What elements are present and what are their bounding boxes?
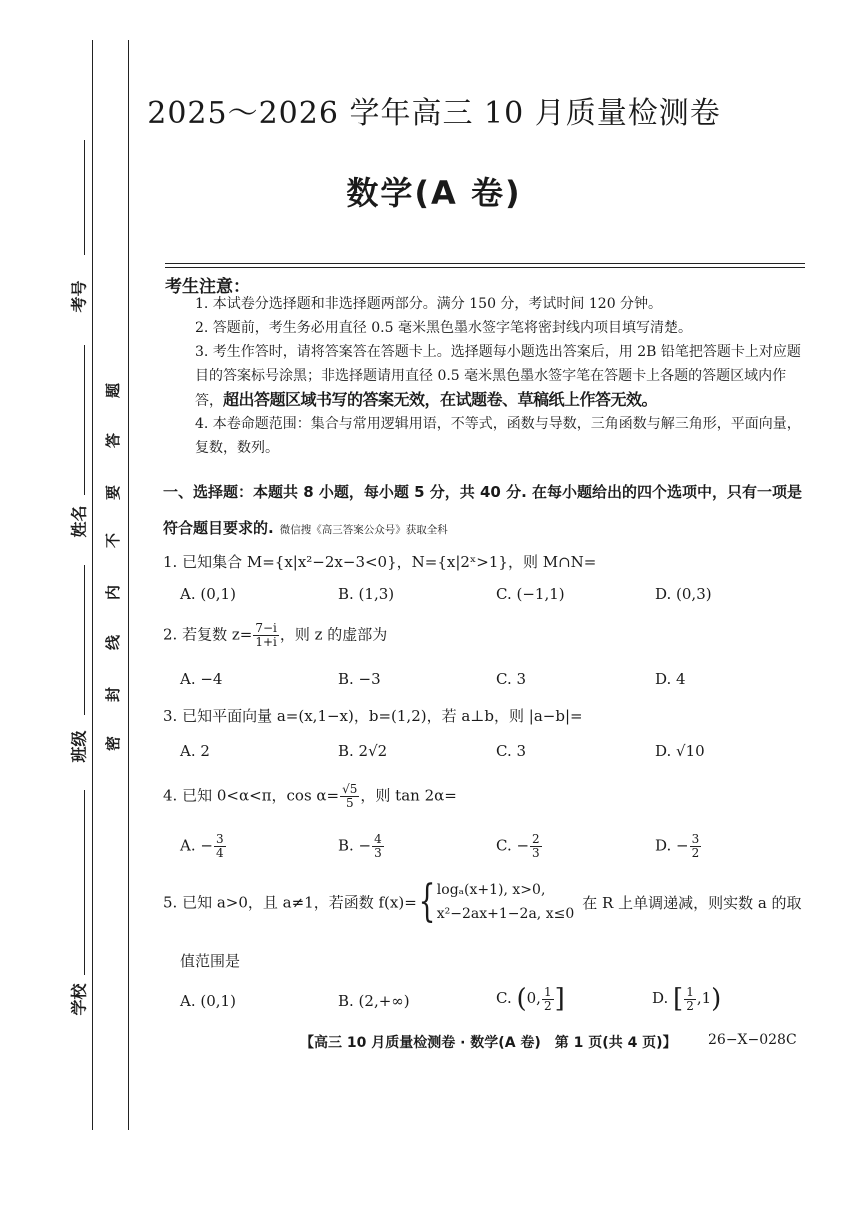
q2-stem-pre: 2. 若复数 z= [163, 625, 253, 644]
exam-title: 2025～2026 学年高三 10 月质量检测卷 [147, 96, 721, 131]
q2-option-b[interactable]: B. −3 [338, 670, 381, 688]
q4-stem-pre: 4. 已知 0<α<π，cos α= [163, 786, 340, 805]
seal-char: 题 [104, 382, 123, 399]
q3-option-b[interactable]: B. 2√2 [338, 742, 388, 760]
q2-stem-post: ，则 z 的虚部为 [279, 625, 388, 644]
section-heading [163, 474, 813, 548]
divider [165, 263, 805, 264]
q5-stem-pre: 5. 已知 a>0，且 a≠1，若函数 f(x)= [163, 893, 417, 912]
seal-char: 不 [104, 532, 123, 549]
divider [165, 267, 805, 268]
note-3-text: 3. 考生作答时，请将答案答在答题卡上。选择题每小题选出答案后，用 2B 铅笔把答题卡上对应题目的答案标号涂黑；非选择题请用直径 0.5 毫米黑色墨水签字笔在答题卡上各题的答题区域内作答， [195, 344, 801, 409]
note-3-emphasis: 超出答题区域书写的答案无效，在试题卷、草稿纸上作答无效。 [223, 390, 658, 409]
q2-option-d[interactable]: D. 4 [655, 670, 686, 688]
q4-option-c[interactable]: C. − $\frac{2}{3}$ [496, 832, 540, 860]
q4-fraction [340, 783, 359, 810]
class-blank[interactable] [84, 565, 85, 715]
question-1: 1. 已知集合 M={x|x²−2x−3<0}，N={x|2ˣ>1}，则 M∩N= [163, 553, 597, 571]
note-3 [195, 340, 810, 413]
question-4 [163, 783, 457, 810]
school-label: 学校 [69, 983, 89, 1016]
question-5 [163, 878, 802, 926]
q3-option-c[interactable]: C. 3 [496, 742, 527, 760]
question-3: 3. 已知平面向量 a=(x,1−x)，b=(1,2)，若 a⊥b，则 |a−b|= [163, 707, 583, 725]
q3-option-a[interactable]: A. 2 [180, 742, 210, 760]
q1-option-a[interactable]: A. (0,1) [180, 585, 236, 603]
case-1: logₐ(x+1), x>0, [436, 882, 546, 898]
q1-option-c[interactable]: C. (−1,1) [496, 585, 565, 603]
class-label: 班级 [69, 730, 89, 763]
q4-stem-post: ，则 tan 2α= [360, 786, 457, 805]
question-2 [163, 622, 387, 649]
q2-option-c[interactable]: C. 3 [496, 670, 527, 688]
seal-char: 内 [104, 584, 123, 601]
seal-char: 要 [104, 484, 123, 501]
seal-char: 密 [104, 735, 123, 752]
note-1: 1. 本试卷分选择题和非选择题两部分。满分 150 分，考试时间 120 分钟。 [195, 296, 663, 312]
q4-option-d[interactable]: D. − $\frac{3}{2}$ [655, 832, 700, 860]
q5-option-d[interactable]: D. [ $\frac{1}{2}$ ,1) [652, 984, 722, 1014]
seal-char: 答 [104, 432, 123, 449]
q1-option-d[interactable]: D. (0,3) [655, 585, 712, 603]
q4-option-a[interactable]: A. − $\frac{3}{4}$ [180, 832, 224, 860]
q2-denominator: 1+i [255, 635, 277, 649]
page-footer: 【高三 10 月质量检测卷 · 数学(A 卷) 第 1 页(共 4 页)】 [300, 1035, 677, 1051]
question-5-continued: 值范围是 [180, 952, 241, 970]
piecewise-cases [437, 878, 574, 926]
exam-number-label: 考号 [69, 280, 89, 313]
name-label: 姓名 [69, 505, 89, 538]
q1-option-b[interactable]: B. (1,3) [338, 585, 395, 603]
notes-title: 考生注意： [165, 277, 250, 297]
piecewise-brace: { [418, 876, 436, 927]
q5-option-c[interactable]: C. (0, $\frac{1}{2}$ ] [496, 984, 565, 1014]
q4-option-b[interactable]: B. − $\frac{4}{3}$ [338, 832, 382, 860]
case-2: x²−2ax+1−2a, x≤0 [436, 906, 575, 922]
seal-char: 封 [104, 686, 123, 703]
seal-char: 线 [104, 634, 123, 651]
q2-fraction [253, 622, 279, 649]
note-2: 2. 答题前，考生务必用直径 0.5 毫米黑色墨水签字笔将密封线内项目填写清楚。 [195, 320, 692, 336]
q5-option-a[interactable]: A. (0,1) [180, 992, 236, 1010]
note-4: 4. 本卷命题范围：集合与常用逻辑用语，不等式，函数与导数，三角函数与解三角形，平面向量，复数，数列。 [195, 416, 801, 456]
q4-numerator: √5 [342, 782, 358, 796]
q2-option-a[interactable]: A. −4 [180, 670, 223, 688]
wechat-note: 微信搜《高三答案公众号》获取全科 [279, 524, 448, 536]
q5-stem-post: 在 R 上单调递减，则实数 a 的取 [582, 893, 802, 912]
section-heading-text: 一、选择题：本题共 8 小题，每小题 5 分，共 40 分. 在每小题给出的四个选项中，只有一项是符合题目要求的. [163, 483, 803, 537]
q2-numerator: 7−i [255, 621, 277, 635]
name-blank[interactable] [84, 345, 85, 495]
q5-option-b[interactable]: B. (2,+∞) [338, 992, 410, 1010]
q4-denominator: 5 [345, 796, 354, 810]
exam-code: 26−X−028C [708, 1032, 797, 1048]
q3-option-d[interactable]: D. √10 [655, 742, 705, 760]
school-blank[interactable] [84, 790, 85, 975]
exam-subtitle: 数学(A 卷) [346, 174, 522, 212]
